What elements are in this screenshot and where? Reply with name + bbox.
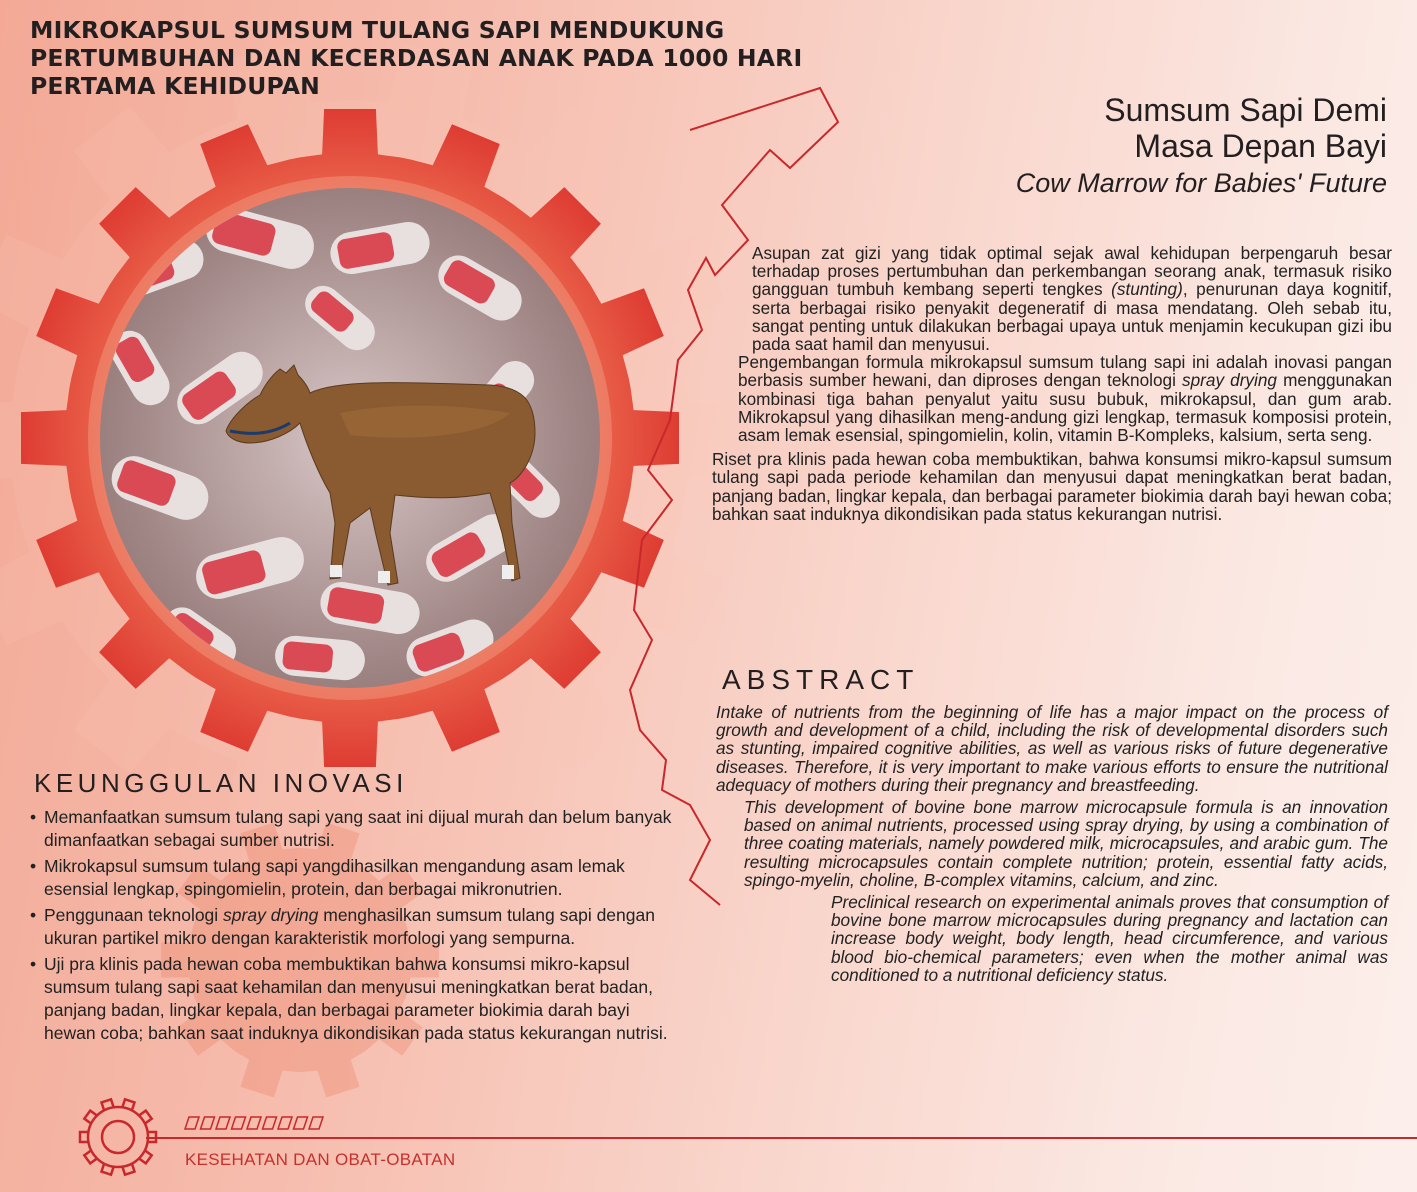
abstract-paragraph-3: Preclinical research on experimental animals proves that consumption of bovine bone marrow microcapsules during pregnancy and lactation can increase body weight, body length, head circumference, and various blood bio-chemical parameters; even when the mother animal was conditioned to a nutritional deficiency status. (831, 892, 1388, 985)
abstract-paragraph-1: Intake of nutrients from the beginning of life has a major impact on the process of growth and development of a child, including the risk of developmental disorders such as stunting, impaired cognitive abilities, as well as various risks of future degenerative diseases. Therefore, it is very important to make various efforts to ensure the nutritional adequacy of mothers during their pregnancy and breastfeeding. (716, 702, 1388, 795)
list-item: • Penggunaan teknologi spray drying menghasilkan sumsum tulang sapi dengan ukuran partikel mikro dengan karakteristik morfologi yang sempurna. (30, 904, 685, 950)
description-indonesian (712, 244, 1392, 523)
page-title: MIKROKAPSUL SUMSUM TULANG SAPI MENDUKUNG PERTUMBUHAN DAN KECERDASAN ANAK PADA 1000 HARI PERTAMA KEHIDUPAN (30, 16, 803, 100)
list-item: • Mikrokapsul sumsum tulang sapi yangdihasilkan mengandung asam lemak esensial lengkap, spingomielin, protein, dan berbagai mikronutrien. (30, 855, 685, 901)
heading-indonesian (1104, 92, 1387, 164)
list-item: • Memanfaatkan sumsum tulang sapi yang saat ini dijual murah dan belum banyak dimanfaatkan sebagai sumber nutrisi. (30, 806, 685, 852)
heading-line-2: Masa Depan Bayi (1134, 128, 1387, 164)
heading-line-1: Sumsum Sapi Demi (1104, 92, 1387, 128)
keunggulan-list (30, 806, 685, 1048)
keunggulan-title: KEUNGGULAN INOVASI (34, 768, 408, 798)
abstract-title: ABSTRACT (722, 664, 920, 695)
marrow-photo (100, 188, 600, 688)
description-paragraph-2: Pengembangan formula mikrokapsul sumsum tulang sapi ini adalah inovasi pangan berbasis sumber hewani, dan diproses dengan teknologi spray drying menggunakan kombinasi tiga bahan penyalut yaitu susu bubuk, mikrokapsul, dan gum arab. Mikrokapsul yang dihasilkan meng-andung gizi lengkap, termasuk komposisi protein, asam lemak esensial, spingomielin, kolin, vitamin B-Kompleks, kalsium, serta seng. (738, 352, 1393, 446)
description-paragraph-1: Asupan zat gizi yang tidak optimal sejak awal kehidupan berpengaruh besar terhadap proses pertumbuhan dan perkembangan seorang anak, termasuk risiko gangguan tumbuh kembang seperti tengkes (stunting), penurunan daya kognitif, serta berbagai risiko penyakit degeneratif di masa mendatang. Oleh sebab itu, sangat penting untuk dilakukan berbagai upaya untuk menjamin kecukupan gizi ibu pada saat hamil dan menyusui. (752, 243, 1392, 355)
description-paragraph-3: Riset pra klinis pada hewan coba membuktikan, bahwa konsumsi mikro-kapsul sumsum tulang sapi pada periode kehamilan dan menyusui dapat meningkatkan berat badan, panjang badan, lingkar kepala, dan berbagai parameter biokimia darah bayi hewan coba; bahkan saat induknya dikondisikan pada status kekurangan nutrisi. (712, 449, 1392, 524)
abstract-body (716, 703, 1388, 984)
hatch-pattern (183, 1115, 325, 1131)
list-item: • Uji pra klinis pada hewan coba membuktikan bahwa konsumsi mikro-kapsul sumsum tulang sapi saat kehamilan dan menyusui meningkatkan berat badan, panjang badan, lingkar kepala, dan berbagai parameter biokimia darah bayi hewan coba; bahkan saat induknya dikondisikan pada status kekurangan nutrisi. (30, 953, 685, 1045)
abstract-paragraph-2: This development of bovine bone marrow microcapsule formula is an innovation based on animal nutrients, processed using spray drying, by using a combination of three coating materials, namely powdered milk, microcapsules, and arabic gum. The resulting microcapsules contain complete nutrition; protein, essential fatty acids, spingo-myelin, choline, B-complex vitamins, calcium, and zinc. (744, 797, 1388, 890)
heading-english: Cow Marrow for Babies' Future (1015, 168, 1387, 198)
footer-category: KESEHATAN DAN OBAT-OBATAN (185, 1150, 456, 1169)
footer-gear-icon (80, 1099, 156, 1174)
